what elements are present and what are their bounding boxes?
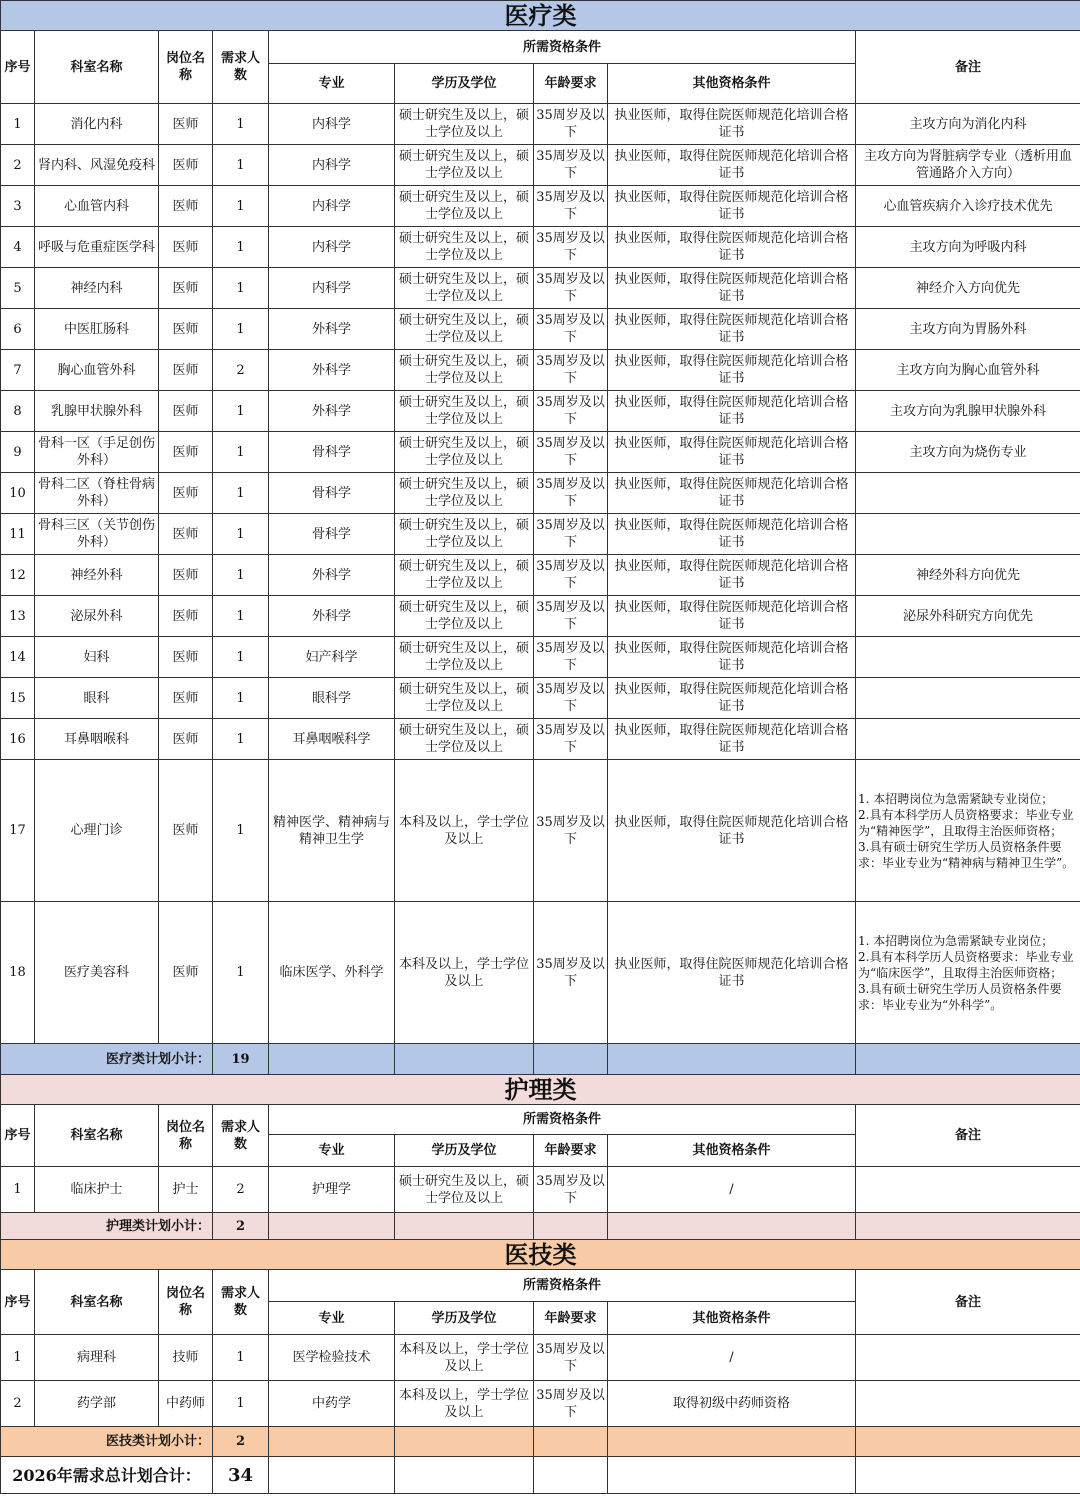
- cell-count: 1: [213, 432, 269, 473]
- header-requirements: 所需资格条件: [269, 1105, 856, 1135]
- header-row: [1, 31, 1080, 64]
- cell-edu: 硕士研究生及以上，硕士学位及以上: [395, 596, 534, 637]
- cell-dept: 乳腺甲状腺外科: [35, 391, 159, 432]
- cell-seq: 17: [1, 760, 35, 902]
- cell-count: 1: [213, 1381, 269, 1427]
- cell-seq: 2: [1, 1381, 35, 1427]
- cell-post: 医师: [159, 760, 213, 902]
- cell-edu: 硕士研究生及以上，硕士学位及以上: [395, 227, 534, 268]
- cell-dept: 胸心血管外科: [35, 350, 159, 391]
- cell-edu: 硕士研究生及以上，硕士学位及以上: [395, 514, 534, 555]
- header-major: 专业: [269, 64, 395, 104]
- cell-note: 主攻方向为肾脏病学专业（透析用血管通路介入方向）: [856, 145, 1080, 186]
- empty-cell: [395, 1044, 534, 1075]
- cell-edu: 硕士研究生及以上，硕士学位及以上: [395, 719, 534, 760]
- cell-dept: 心理门诊: [35, 760, 159, 902]
- cell-edu: 硕士研究生及以上，硕士学位及以上: [395, 391, 534, 432]
- cell-count: 1: [213, 104, 269, 145]
- header-age: 年龄要求: [534, 1135, 608, 1167]
- header-edu: 学历及学位: [395, 64, 534, 104]
- cell-post: 医师: [159, 514, 213, 555]
- cell-seq: 15: [1, 678, 35, 719]
- cell-other: 执业医师，取得住院医师规范化培训合格证书: [608, 719, 856, 760]
- empty-cell: [608, 1213, 856, 1240]
- header-seq: 序号: [1, 31, 35, 104]
- cell-age: 35周岁及以下: [534, 596, 608, 637]
- cell-age: 35周岁及以下: [534, 760, 608, 902]
- cell-major: 中药学: [269, 1381, 395, 1427]
- section-banner: [1, 1, 1080, 31]
- cell-seq: 3: [1, 186, 35, 227]
- cell-age: 35周岁及以下: [534, 1335, 608, 1381]
- cell-count: 1: [213, 309, 269, 350]
- cell-note: [856, 1335, 1080, 1381]
- header-requirements: 所需资格条件: [269, 31, 856, 64]
- header-age: 年龄要求: [534, 1302, 608, 1335]
- table-row: [1, 1167, 1080, 1213]
- cell-dept: 泌尿外科: [35, 596, 159, 637]
- cell-post: 医师: [159, 637, 213, 678]
- cell-note: 心血管疾病介入诊疗技术优先: [856, 186, 1080, 227]
- header-dept: 科室名称: [35, 31, 159, 104]
- table-row: [1, 678, 1080, 719]
- empty-cell: [608, 1427, 856, 1457]
- cell-dept: 医疗美容科: [35, 902, 159, 1044]
- cell-other: 执业医师，取得住院医师规范化培训合格证书: [608, 473, 856, 514]
- cell-edu: 硕士研究生及以上，硕士学位及以上: [395, 678, 534, 719]
- cell-age: 35周岁及以下: [534, 902, 608, 1044]
- empty-cell: [534, 1213, 608, 1240]
- cell-note: [856, 637, 1080, 678]
- cell-major: 妇产科学: [269, 637, 395, 678]
- table-row: [1, 186, 1080, 227]
- cell-dept: 骨科三区（关节创伤外科）: [35, 514, 159, 555]
- cell-note: 泌尿外科研究方向优先: [856, 596, 1080, 637]
- cell-note: [856, 514, 1080, 555]
- cell-count: 1: [213, 760, 269, 902]
- cell-note: 主攻方向为胃肠外科: [856, 309, 1080, 350]
- cell-major: 眼科学: [269, 678, 395, 719]
- header-requirements: 所需资格条件: [269, 1270, 856, 1302]
- cell-seq: 14: [1, 637, 35, 678]
- cell-post: 医师: [159, 596, 213, 637]
- cell-age: 35周岁及以下: [534, 186, 608, 227]
- cell-edu: 本科及以上，学士学位及以上: [395, 902, 534, 1044]
- cell-other: /: [608, 1167, 856, 1213]
- subtotal-row: [1, 1213, 1080, 1240]
- cell-other: 取得初级中药师资格: [608, 1381, 856, 1427]
- header-seq: 序号: [1, 1270, 35, 1335]
- cell-seq: 2: [1, 145, 35, 186]
- cell-post: 医师: [159, 227, 213, 268]
- cell-edu: 硕士研究生及以上，硕士学位及以上: [395, 268, 534, 309]
- cell-seq: 13: [1, 596, 35, 637]
- empty-cell: [269, 1044, 395, 1075]
- cell-age: 35周岁及以下: [534, 555, 608, 596]
- empty-cell: [534, 1427, 608, 1457]
- cell-seq: 1: [1, 104, 35, 145]
- cell-edu: 本科及以上，学士学位及以上: [395, 760, 534, 902]
- cell-major: 骨科学: [269, 473, 395, 514]
- cell-edu: 硕士研究生及以上，硕士学位及以上: [395, 432, 534, 473]
- cell-seq: 1: [1, 1335, 35, 1381]
- section-banner: [1, 1075, 1080, 1105]
- empty-cell: [534, 1044, 608, 1075]
- cell-other: 执业医师，取得住院医师规范化培训合格证书: [608, 432, 856, 473]
- cell-age: 35周岁及以下: [534, 678, 608, 719]
- cell-age: 35周岁及以下: [534, 391, 608, 432]
- table-row: [1, 1381, 1080, 1427]
- cell-age: 35周岁及以下: [534, 432, 608, 473]
- table-row: [1, 432, 1080, 473]
- cell-edu: 硕士研究生及以上，硕士学位及以上: [395, 350, 534, 391]
- subtotal-value: 19: [213, 1044, 269, 1075]
- cell-dept: 妇科: [35, 637, 159, 678]
- cell-post: 医师: [159, 902, 213, 1044]
- cell-age: 35周岁及以下: [534, 104, 608, 145]
- cell-other: 执业医师，取得住院医师规范化培训合格证书: [608, 350, 856, 391]
- cell-post: 医师: [159, 104, 213, 145]
- cell-other: 执业医师，取得住院医师规范化培训合格证书: [608, 902, 856, 1044]
- cell-note: 1. 本招聘岗位为急需紧缺专业岗位； 2.具有本科学历人员资格要求：毕业专业为“临床医学”，且取得主治医师资格； 3.具有硕士研究生学历人员资格条件要求：毕业专业为“外科学”。: [856, 902, 1080, 1044]
- cell-note: 主攻方向为乳腺甲状腺外科: [856, 391, 1080, 432]
- cell-count: 1: [213, 637, 269, 678]
- header-other: 其他资格条件: [608, 1302, 856, 1335]
- cell-major: 外科学: [269, 555, 395, 596]
- cell-post: 医师: [159, 473, 213, 514]
- cell-other: 执业医师，取得住院医师规范化培训合格证书: [608, 555, 856, 596]
- cell-age: 35周岁及以下: [534, 145, 608, 186]
- cell-edu: 硕士研究生及以上，硕士学位及以上: [395, 145, 534, 186]
- section-title: 医技类: [1, 1240, 1080, 1270]
- header-note: 备注: [856, 31, 1080, 104]
- total-value: 34: [213, 1457, 269, 1494]
- cell-major: 内科学: [269, 227, 395, 268]
- section-banner: [1, 1240, 1080, 1270]
- empty-cell: [534, 1457, 608, 1494]
- subtotal-row: [1, 1427, 1080, 1457]
- cell-note: 主攻方向为胸心血管外科: [856, 350, 1080, 391]
- cell-major: 临床医学、外科学: [269, 902, 395, 1044]
- cell-note: [856, 1381, 1080, 1427]
- cell-dept: 肾内科、风湿免疫科: [35, 145, 159, 186]
- empty-cell: [856, 1427, 1080, 1457]
- subtotal-value: 2: [213, 1427, 269, 1457]
- header-row: [1, 1270, 1080, 1302]
- subtotal-label: 医技类计划小计：: [1, 1427, 213, 1457]
- empty-cell: [856, 1044, 1080, 1075]
- cell-edu: 硕士研究生及以上，硕士学位及以上: [395, 637, 534, 678]
- cell-edu: 硕士研究生及以上，硕士学位及以上: [395, 104, 534, 145]
- empty-cell: [608, 1457, 856, 1494]
- cell-other: 执业医师，取得住院医师规范化培训合格证书: [608, 391, 856, 432]
- cell-count: 1: [213, 678, 269, 719]
- header-post: 岗位名称: [159, 31, 213, 104]
- cell-seq: 8: [1, 391, 35, 432]
- cell-other: 执业医师，取得住院医师规范化培训合格证书: [608, 268, 856, 309]
- empty-cell: [269, 1213, 395, 1240]
- cell-dept: 药学部: [35, 1381, 159, 1427]
- cell-note: 主攻方向为消化内科: [856, 104, 1080, 145]
- header-note: 备注: [856, 1270, 1080, 1335]
- cell-seq: 7: [1, 350, 35, 391]
- cell-age: 35周岁及以下: [534, 227, 608, 268]
- table-row: [1, 760, 1080, 902]
- empty-cell: [395, 1427, 534, 1457]
- cell-edu: 硕士研究生及以上，硕士学位及以上: [395, 1167, 534, 1213]
- table-row: [1, 473, 1080, 514]
- cell-dept: 临床护士: [35, 1167, 159, 1213]
- header-note: 备注: [856, 1105, 1080, 1167]
- cell-edu: 硕士研究生及以上，硕士学位及以上: [395, 555, 534, 596]
- cell-count: 2: [213, 350, 269, 391]
- subtotal-value: 2: [213, 1213, 269, 1240]
- header-row: [1, 1105, 1080, 1135]
- cell-dept: 心血管内科: [35, 186, 159, 227]
- cell-post: 医师: [159, 555, 213, 596]
- table-row: [1, 268, 1080, 309]
- empty-cell: [856, 1213, 1080, 1240]
- cell-other: 执业医师，取得住院医师规范化培训合格证书: [608, 145, 856, 186]
- table-row: [1, 350, 1080, 391]
- cell-count: 1: [213, 596, 269, 637]
- subtotal-label: 医疗类计划小计：: [1, 1044, 213, 1075]
- cell-dept: 眼科: [35, 678, 159, 719]
- cell-major: 骨科学: [269, 514, 395, 555]
- table-row: [1, 104, 1080, 145]
- cell-age: 35周岁及以下: [534, 719, 608, 760]
- cell-post: 医师: [159, 678, 213, 719]
- cell-note: 主攻方向为呼吸内科: [856, 227, 1080, 268]
- cell-other: 执业医师，取得住院医师规范化培训合格证书: [608, 760, 856, 902]
- total-label: 2026年需求总计划合计：: [1, 1457, 213, 1494]
- empty-cell: [269, 1427, 395, 1457]
- cell-count: 1: [213, 473, 269, 514]
- cell-other: 执业医师，取得住院医师规范化培训合格证书: [608, 309, 856, 350]
- cell-major: 内科学: [269, 186, 395, 227]
- cell-edu: 本科及以上，学士学位及以上: [395, 1381, 534, 1427]
- cell-count: 1: [213, 514, 269, 555]
- cell-count: 1: [213, 719, 269, 760]
- cell-major: 耳鼻咽喉科学: [269, 719, 395, 760]
- cell-count: 1: [213, 1335, 269, 1381]
- cell-other: 执业医师，取得住院医师规范化培训合格证书: [608, 104, 856, 145]
- cell-major: 医学检验技术: [269, 1335, 395, 1381]
- header-major: 专业: [269, 1135, 395, 1167]
- cell-dept: 耳鼻咽喉科: [35, 719, 159, 760]
- cell-count: 1: [213, 391, 269, 432]
- cell-note: 神经介入方向优先: [856, 268, 1080, 309]
- cell-age: 35周岁及以下: [534, 1381, 608, 1427]
- table-row: [1, 637, 1080, 678]
- cell-dept: 神经外科: [35, 555, 159, 596]
- cell-major: 内科学: [269, 145, 395, 186]
- cell-other: 执业医师，取得住院医师规范化培训合格证书: [608, 227, 856, 268]
- table-row: [1, 555, 1080, 596]
- cell-count: 2: [213, 1167, 269, 1213]
- cell-major: 内科学: [269, 268, 395, 309]
- cell-count: 1: [213, 555, 269, 596]
- cell-dept: 骨科一区（手足创伤外科）: [35, 432, 159, 473]
- header-dept: 科室名称: [35, 1105, 159, 1167]
- cell-seq: 12: [1, 555, 35, 596]
- cell-post: 医师: [159, 186, 213, 227]
- cell-age: 35周岁及以下: [534, 514, 608, 555]
- cell-dept: 中医肛肠科: [35, 309, 159, 350]
- cell-dept: 消化内科: [35, 104, 159, 145]
- cell-note: 主攻方向为烧伤专业: [856, 432, 1080, 473]
- cell-age: 35周岁及以下: [534, 1167, 608, 1213]
- cell-dept: 病理科: [35, 1335, 159, 1381]
- cell-dept: 骨科二区（脊柱骨病外科）: [35, 473, 159, 514]
- header-other: 其他资格条件: [608, 64, 856, 104]
- cell-count: 1: [213, 227, 269, 268]
- cell-major: 外科学: [269, 350, 395, 391]
- cell-post: 医师: [159, 145, 213, 186]
- subtotal-row: [1, 1044, 1080, 1075]
- header-edu: 学历及学位: [395, 1135, 534, 1167]
- cell-note: [856, 678, 1080, 719]
- cell-seq: 6: [1, 309, 35, 350]
- empty-cell: [395, 1457, 534, 1494]
- cell-major: 护理学: [269, 1167, 395, 1213]
- header-count: 需求人数: [213, 1105, 269, 1167]
- cell-post: 医师: [159, 719, 213, 760]
- cell-note: 1. 本招聘岗位为急需紧缺专业岗位； 2.具有本科学历人员资格要求：毕业专业为“精神医学”，且取得主治医师资格； 3.具有硕士研究生学历人员资格条件要求：毕业专业为“精神病与精神卫生学”。: [856, 760, 1080, 902]
- cell-major: 精神医学、精神病与精神卫生学: [269, 760, 395, 902]
- cell-dept: 呼吸与危重症医学科: [35, 227, 159, 268]
- cell-seq: 16: [1, 719, 35, 760]
- cell-age: 35周岁及以下: [534, 473, 608, 514]
- header-count: 需求人数: [213, 1270, 269, 1335]
- cell-seq: 11: [1, 514, 35, 555]
- cell-major: 骨科学: [269, 432, 395, 473]
- table-row: [1, 227, 1080, 268]
- cell-post: 医师: [159, 268, 213, 309]
- table-row: [1, 514, 1080, 555]
- cell-major: 内科学: [269, 104, 395, 145]
- cell-dept: 神经内科: [35, 268, 159, 309]
- cell-post: 医师: [159, 309, 213, 350]
- cell-other: 执业医师，取得住院医师规范化培训合格证书: [608, 678, 856, 719]
- header-dept: 科室名称: [35, 1270, 159, 1335]
- cell-seq: 4: [1, 227, 35, 268]
- total-row: [1, 1457, 1080, 1494]
- cell-seq: 9: [1, 432, 35, 473]
- cell-note: [856, 719, 1080, 760]
- cell-other: 执业医师，取得住院医师规范化培训合格证书: [608, 596, 856, 637]
- cell-post: 中药师: [159, 1381, 213, 1427]
- cell-post: 医师: [159, 350, 213, 391]
- cell-age: 35周岁及以下: [534, 637, 608, 678]
- cell-count: 1: [213, 268, 269, 309]
- cell-post: 技师: [159, 1335, 213, 1381]
- header-seq: 序号: [1, 1105, 35, 1167]
- table-row: [1, 902, 1080, 1044]
- section-title: 护理类: [1, 1075, 1080, 1105]
- cell-seq: 5: [1, 268, 35, 309]
- empty-cell: [608, 1044, 856, 1075]
- cell-major: 外科学: [269, 391, 395, 432]
- cell-post: 医师: [159, 391, 213, 432]
- cell-count: 1: [213, 186, 269, 227]
- cell-count: 1: [213, 902, 269, 1044]
- cell-age: 35周岁及以下: [534, 268, 608, 309]
- table-row: [1, 1335, 1080, 1381]
- cell-age: 35周岁及以下: [534, 309, 608, 350]
- subtotal-label: 护理类计划小计：: [1, 1213, 213, 1240]
- empty-cell: [269, 1457, 395, 1494]
- table-row: [1, 145, 1080, 186]
- cell-count: 1: [213, 145, 269, 186]
- cell-note: 神经外科方向优先: [856, 555, 1080, 596]
- cell-age: 35周岁及以下: [534, 350, 608, 391]
- cell-post: 护士: [159, 1167, 213, 1213]
- table-row: [1, 596, 1080, 637]
- header-count: 需求人数: [213, 31, 269, 104]
- cell-seq: 10: [1, 473, 35, 514]
- header-age: 年龄要求: [534, 64, 608, 104]
- header-post: 岗位名称: [159, 1105, 213, 1167]
- cell-note: [856, 473, 1080, 514]
- cell-other: 执业医师，取得住院医师规范化培训合格证书: [608, 514, 856, 555]
- cell-edu: 本科及以上，学士学位及以上: [395, 1335, 534, 1381]
- header-major: 专业: [269, 1302, 395, 1335]
- cell-edu: 硕士研究生及以上，硕士学位及以上: [395, 186, 534, 227]
- cell-other: /: [608, 1335, 856, 1381]
- cell-seq: 18: [1, 902, 35, 1044]
- empty-cell: [395, 1213, 534, 1240]
- cell-seq: 1: [1, 1167, 35, 1213]
- header-other: 其他资格条件: [608, 1135, 856, 1167]
- cell-major: 外科学: [269, 596, 395, 637]
- cell-other: 执业医师，取得住院医师规范化培训合格证书: [608, 637, 856, 678]
- cell-other: 执业医师，取得住院医师规范化培训合格证书: [608, 186, 856, 227]
- header-edu: 学历及学位: [395, 1302, 534, 1335]
- cell-post: 医师: [159, 432, 213, 473]
- empty-cell: [856, 1457, 1080, 1494]
- table-row: [1, 391, 1080, 432]
- cell-major: 外科学: [269, 309, 395, 350]
- table-row: [1, 309, 1080, 350]
- table-row: [1, 719, 1080, 760]
- section-title: 医疗类: [1, 1, 1080, 31]
- header-post: 岗位名称: [159, 1270, 213, 1335]
- cell-edu: 硕士研究生及以上，硕士学位及以上: [395, 473, 534, 514]
- cell-edu: 硕士研究生及以上，硕士学位及以上: [395, 309, 534, 350]
- cell-note: [856, 1167, 1080, 1213]
